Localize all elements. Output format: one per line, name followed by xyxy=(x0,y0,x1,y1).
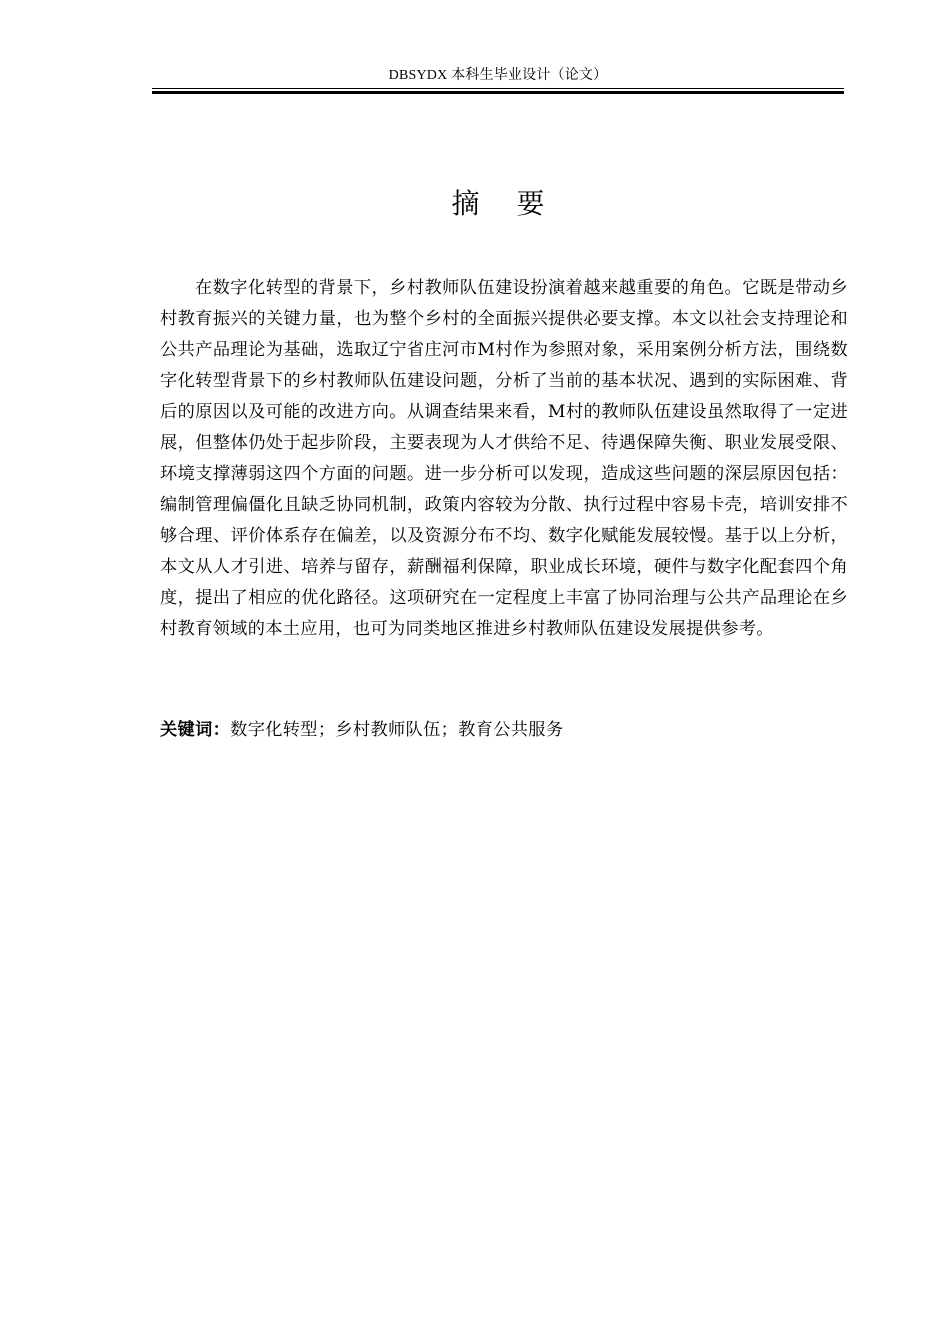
keywords-value: 数字化转型；乡村教师队伍；教育公共服务 xyxy=(230,720,564,740)
header-rule-thin xyxy=(152,88,844,89)
header-rule-thick xyxy=(152,91,844,94)
abstract-body: 在数字化转型的背景下，乡村教师队伍建设扮演着越来越重要的角色。它既是带动乡村教育振兴的关键力量，也为整个乡村的全面振兴提供必要支撑。本文以社会支持理论和公共产品理论为基础，选取辽宁省庄河市M村作为参照对象，采用案例分析方法，围绕数字化转型背景下的乡村教师队伍建设问题，分析了当前的基本状况、遇到的实际困难、背后的原因以及可能的改进方向。从调查结果来看，M村的教师队伍建设虽然取得了一定进展，但整体仍处于起步阶段，主要表现为人才供给不足、待遇保障失衡、职业发展受限、环境支撑薄弱这四个方面的问题。进一步分析可以发现，造成这些问题的深层原因包括：编制管理偏僵化且缺乏协同机制，政策内容较为分散、执行过程中容易卡壳，培训安排不够合理、评价体系存在偏差，以及资源分布不均、数字化赋能发展较慢。基于以上分析，本文从人才引进、培养与留存，薪酬福利保障，职业成长环境，硬件与数字化配套四个角度，提出了相应的优化路径。这项研究在一定程度上丰富了协同治理与公共产品理论在乡村教育领域的本土应用，也可为同类地区推进乡村教师队伍建设发展提供参考。 xyxy=(160,278,848,639)
running-header: DBSYDX 本科生毕业设计（论文） xyxy=(388,68,608,83)
keywords-line xyxy=(160,715,848,746)
keywords-label: 关键词： xyxy=(160,720,231,740)
abstract-title: 摘 要 xyxy=(451,187,559,220)
